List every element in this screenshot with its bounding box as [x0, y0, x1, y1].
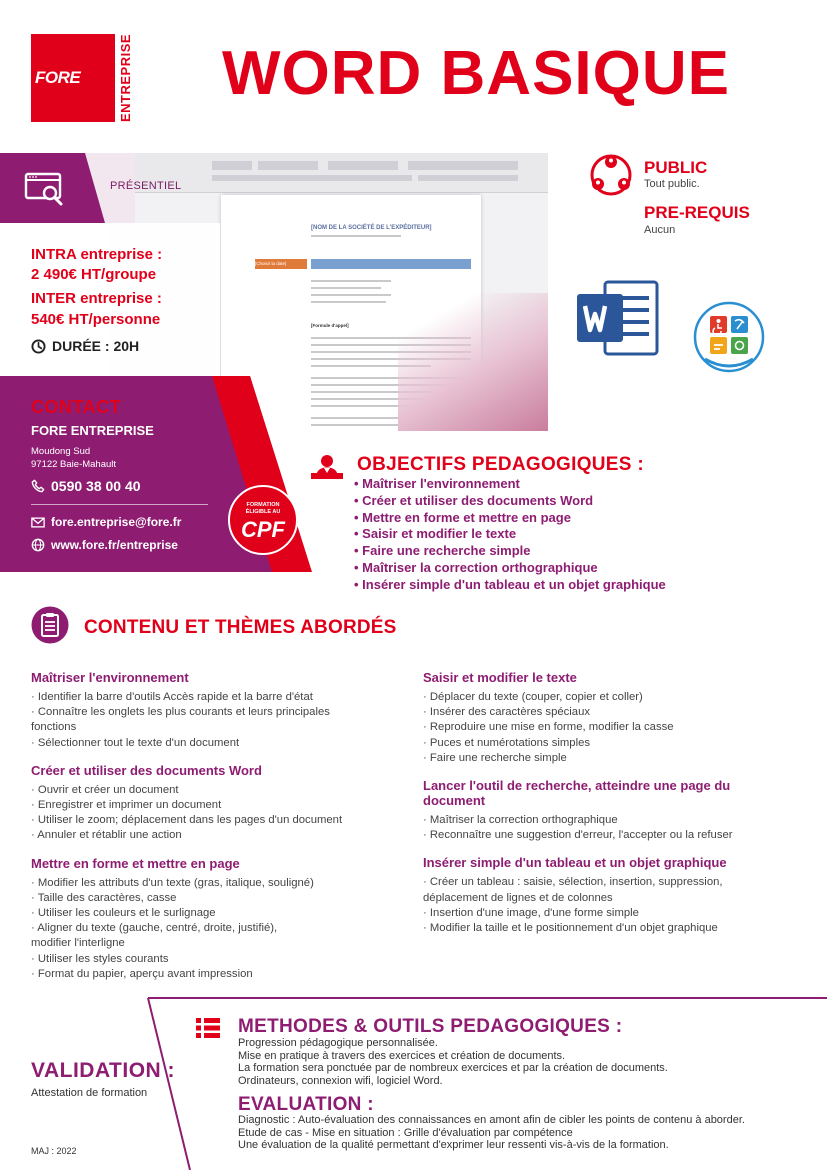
evaluation-line: Diagnostic : Auto-évaluation des connaissances en amont afin de cibler les points de contenu à aborder. — [238, 1114, 745, 1126]
logo-text: FORE — [35, 68, 81, 87]
handicap-badge-icon — [693, 301, 765, 373]
phone-icon — [31, 479, 45, 493]
section-item: · Déplacer du texte (couper, copier et coller) — [423, 691, 643, 703]
section-item: déplacement de lignes et de colonnes — [423, 891, 613, 904]
section-title: Mettre en forme et mettre en page — [31, 855, 240, 871]
contact-title: CONTACT — [31, 397, 122, 417]
section-item: · Format du papier, aperçu avant impression — [31, 967, 253, 980]
objectifs-title: OBJECTIFS PEDAGOGIQUES : — [357, 454, 644, 475]
evaluation-title: EVALUATION : — [238, 1094, 374, 1115]
objectif-item: • Mettre en forme et mettre en page — [354, 509, 571, 525]
modality-label: PRÉSENTIEL — [110, 180, 182, 192]
doc-date: [Choisir la date] — [255, 261, 287, 266]
globe-icon — [31, 538, 45, 552]
inter-label: INTER entreprise : — [31, 290, 162, 307]
duration-text: DURÉE : 20H — [52, 338, 140, 354]
methodes-line: La formation sera ponctuée par de nombreux exercices et par la création de documents. — [238, 1062, 668, 1075]
contact-address-line2: 97122 Baie-Mahault — [31, 459, 117, 470]
fore-logo — [31, 34, 115, 122]
clipboard-icon — [31, 606, 69, 644]
cpf-badge — [228, 485, 298, 555]
section-item: modifier l'interligne — [31, 937, 125, 950]
cpf-line1: FORMATION — [246, 502, 280, 508]
contenu-title: CONTENU ET THÈMES ABORDÉS — [84, 617, 397, 638]
envelope-icon — [31, 517, 45, 528]
clock-icon — [31, 339, 46, 354]
doc-sender: [NOM DE LA SOCIÉTÉ DE L'EXPÉDITEUR] — [311, 225, 432, 231]
section-item: · Aligner du texte (gauche, centré, droite, justifié), — [31, 922, 278, 935]
objectifs-list — [354, 476, 666, 594]
section-title: Lancer l'outil de recherche, atteindre une page du document — [423, 778, 731, 809]
section-item: · Puces et numérotations simples — [423, 736, 591, 749]
teacher-icon — [310, 454, 344, 480]
inter-price: 540€ HT/personne — [31, 311, 161, 328]
section-title: Saisir et modifier le texte — [423, 670, 577, 685]
section-item: · Identifier la barre d'outils Accès rapide et la barre d'état — [31, 691, 313, 703]
section-item: · Utiliser les styles courants — [31, 952, 169, 965]
contenu-left-column — [31, 668, 401, 982]
evaluation-line: Une évaluation de la qualité permettant d'exprimer leur ressenti vis-à-vis de la formation. — [238, 1139, 669, 1152]
section-item: · Utiliser les couleurs et le surlignage — [31, 907, 216, 920]
intra-price: 2 490€ HT/groupe — [31, 266, 157, 283]
section-item: · Créer un tableau : saisie, sélection, insertion, suppression, — [423, 876, 723, 889]
methodes-line: Progression pédagogique personnalisée. — [238, 1037, 438, 1049]
section-item: · Taille des caractères, casse — [31, 891, 177, 904]
list-icon — [196, 1018, 220, 1038]
section-item: · Utiliser le zoom; déplacement dans les pages d'un document — [31, 814, 343, 827]
methodes-line: Mise en pratique à travers des exercices et création de documents. — [238, 1049, 566, 1062]
contact-email-text: fore.entreprise@fore.fr — [51, 515, 182, 529]
objectif-item: • Insérer simple d'un tableau et un objet graphique — [354, 576, 666, 592]
contact-phone[interactable] — [31, 478, 141, 494]
objectif-item: • Faire une recherche simple — [354, 543, 531, 559]
word-app-icon — [575, 278, 661, 358]
people-network-icon — [588, 153, 634, 197]
evaluation-text — [238, 1114, 745, 1152]
cpf-label: CPF — [241, 517, 285, 542]
methodes-text — [238, 1037, 668, 1088]
objectif-item: • Créer et utiliser des documents Word — [354, 492, 594, 508]
validation-title: VALIDATION : — [31, 1059, 176, 1082]
section-item: · Reproduire une mise en forme, modifier la casse — [423, 721, 674, 734]
intra-label: INTRA entreprise : — [31, 246, 163, 263]
doc-greeting: [Formule d'appel] — [311, 323, 349, 328]
section-item: · Sélectionner tout le texte d'un document — [31, 736, 240, 749]
contact-phone-text: 0590 38 00 40 — [51, 478, 141, 494]
section-item: · Insertion d'une image, d'une forme simple — [423, 906, 639, 919]
section-title: Insérer simple d'un tableau et un objet graphique — [423, 855, 727, 871]
section-item: · Enregistrer et imprimer un document — [31, 799, 222, 812]
validation-text: Attestation de formation — [31, 1087, 148, 1099]
public-value: Tout public. — [644, 178, 700, 190]
contenu-right-column — [423, 668, 798, 936]
contact-website-text: www.fore.fr/entreprise — [51, 538, 178, 552]
objectif-item: • Maîtriser l'environnement — [354, 476, 520, 491]
objectif-item: • Maîtriser la correction orthographique — [354, 559, 598, 575]
section-item: · Ouvrir et créer un document — [31, 783, 179, 796]
section-title: Créer et utiliser des documents Word — [31, 762, 262, 778]
contact-address-line1: Moudong Sud — [31, 446, 91, 457]
contact-website[interactable] — [31, 538, 178, 552]
section-item: fonctions — [31, 721, 77, 734]
methodes-title: METHODES & OUTILS PEDAGOGIQUES : — [238, 1016, 623, 1037]
logo-side-label: ENTREPRISE — [118, 33, 133, 122]
section-item: · Modifier la taille et le positionnement d'un objet graphique — [423, 922, 718, 935]
methodes-line: Ordinateurs, connexion wifi, logiciel Word. — [238, 1075, 443, 1088]
section-title: Maîtriser l'environnement — [31, 670, 189, 685]
contact-email[interactable] — [31, 515, 181, 529]
update-date: MAJ : 2022 — [31, 1146, 77, 1156]
contact-divider — [31, 504, 208, 505]
section-item: · Connaître les onglets les plus courants et leurs principales — [31, 706, 330, 719]
cpf-line2: ÉLIGIBLE AU — [245, 509, 281, 515]
section-item: · Faire une recherche simple — [423, 751, 567, 764]
duration — [31, 338, 139, 354]
monitor-search-icon — [24, 172, 66, 206]
section-item: · Annuler et rétablir une action — [31, 829, 182, 842]
contact-org: FORE ENTREPRISE — [31, 423, 154, 438]
prereq-value: Aucun — [644, 224, 676, 236]
public-label: PUBLIC — [644, 158, 708, 177]
section-item: · Modifier les attributs d'un texte (gras, italique, souligné) — [31, 876, 314, 889]
objectif-item: • Saisir et modifier le texte — [354, 526, 517, 542]
page-title: WORD BASIQUE — [222, 39, 730, 108]
evaluation-line: Etude de cas - Mise en situation : Grille d'évaluation par compétence — [238, 1126, 573, 1139]
section-item: · Reconnaître une suggestion d'erreur, l'accepter ou la refuser — [423, 829, 733, 842]
section-item: · Insérer des caractères spéciaux — [423, 706, 591, 719]
prereq-label: PRE-REQUIS — [644, 203, 750, 222]
section-item: · Maîtriser la correction orthographique — [423, 814, 618, 827]
